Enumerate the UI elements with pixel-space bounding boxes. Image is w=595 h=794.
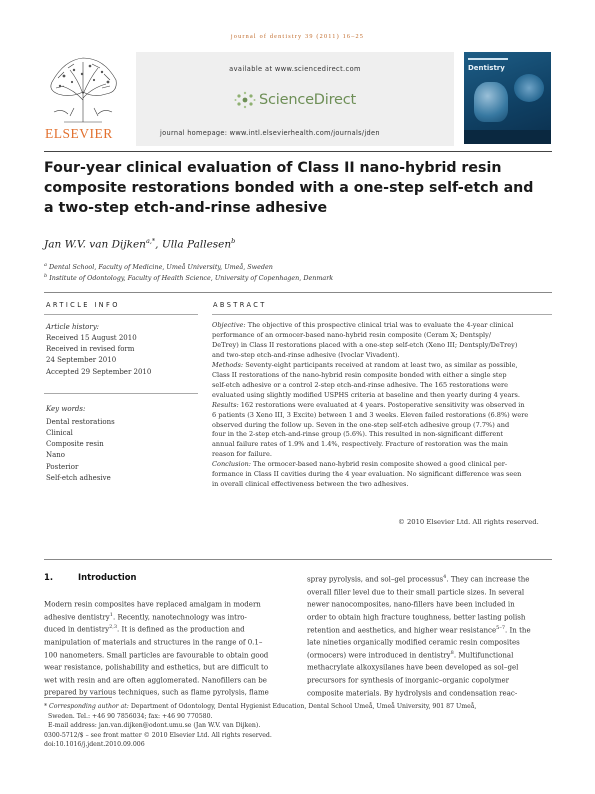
- body-line: wet with resin and are often agglomerated. Nanofillers can be: [44, 675, 267, 685]
- abstract-line: Class II restorations of the nano-hybrid resin composite bonded with either a single step: [212, 370, 507, 379]
- header-divider: [44, 151, 552, 152]
- citation-link[interactable]: 5–7: [496, 624, 506, 631]
- affiliation-mark: a: [44, 262, 47, 268]
- abstract-line: reason for failure.: [212, 450, 272, 459]
- abstract-line: and two-step etch-and-rinse adhesive (Ivoclar Vivadent).: [212, 350, 400, 359]
- citation-link[interactable]: 4: [443, 574, 447, 580]
- sciencedirect-dots-icon: [234, 90, 256, 110]
- article-info-heading: ARTICLE INFO: [46, 301, 120, 309]
- body-line: order to obtain high fracture toughness, better lasting polish: [307, 612, 526, 622]
- section-divider: [44, 292, 552, 293]
- body-line: spray pyrolysis, and sol–gel processus$^4$. They can increase the: [307, 574, 530, 584]
- abstract-rule: [212, 314, 552, 315]
- keyword: Dental restorations: [46, 418, 115, 426]
- journal-cover-image: [464, 52, 551, 144]
- abstract-line: 6 patients (3 Xeno III, 3 Excite) between 1 and 3 weeks. Eleven failed restorations (6.8%) were: [212, 410, 529, 419]
- author-name[interactable]: Ulla Pallesen: [161, 238, 232, 251]
- history-line: 24 September 2010: [46, 356, 117, 364]
- body-line: late nineties organically modified ceramic resin composites: [307, 637, 520, 647]
- citation-link[interactable]: 8: [450, 649, 454, 656]
- history-line: Received 15 August 2010: [46, 334, 137, 342]
- abstract-line: four in the 2-step etch-and-rinse group (5.6%). This resulted in non-significant different: [212, 430, 504, 439]
- keyword: Self-etch adhesive: [46, 474, 111, 482]
- body-line: overall filler level due to their small particle sizes. In several: [307, 586, 525, 596]
- abstract-copyright: © 2010 Elsevier Ltd. All rights reserved.: [398, 518, 539, 526]
- abstract-line: Results: 162 restorations were evaluated at 4 years. Postoperative sensitivity was observed in: [212, 400, 525, 409]
- keyword: Nano: [46, 451, 66, 459]
- body-line: precursors for synthesis of inorganic–organic copolymer: [307, 675, 510, 685]
- issn-line: 0300-5712/$ – see front matter © 2010 Elsevier Ltd. All rights reserved.: [44, 731, 272, 739]
- abstract-line: formance in Class II cavities during the 4 year evaluation. No significant difference was seen: [212, 470, 522, 479]
- body-line: adhesive dentistry$^1$. Recently, nanotechnology was intro-: [44, 611, 247, 621]
- history-line: Received in revised form: [46, 345, 135, 353]
- email-line[interactable]: E-mail address: jan.van.dijken@odont.umu.se (Jan W.V. van Dijken).: [48, 722, 261, 730]
- abstract-line: Methods: Seventy-eight participants received at random at least two, as similar as possible,: [212, 360, 518, 369]
- citation-link[interactable]: 2,3: [109, 624, 118, 631]
- title-line: Four-year clinical evaluation of Class II nano-hybrid resin: [44, 160, 502, 176]
- journal-citation-line: journal of dentistry 39 (2011) 16–25: [230, 33, 365, 40]
- section-title: Introduction: [78, 572, 137, 582]
- abstract-line: evaluated using slightly modified USPHS criteria at baseline and then yearly during 4 years.: [212, 390, 520, 399]
- abstract-body: [212, 321, 552, 490]
- body-line: methacrylate alkoxysilanes have been developed as sol–gel: [307, 662, 519, 672]
- author-affil-mark[interactable]: a,*: [145, 237, 156, 245]
- body-line: manipulation of materials and structures in the range of 0.1–: [44, 637, 263, 647]
- affiliation-mark: b: [44, 273, 48, 279]
- footnote-rule: [44, 697, 112, 698]
- abstract-line: in overall clinical effectiveness between the two adhesives.: [212, 480, 409, 489]
- keyword: Composite resin: [46, 440, 104, 448]
- doi-link[interactable]: doi:10.1016/j.jdent.2010.09.006: [44, 741, 145, 749]
- available-at-text[interactable]: available at www.sciencedirect.com: [229, 65, 361, 73]
- title-line: a two-step etch-and-rinse adhesive: [44, 200, 328, 216]
- affiliation-text: Dental School, Faculty of Medicine, Umeå University, Umeå, Sweden: [49, 263, 273, 272]
- body-line: duced in dentistry$^{2,3}$. It is defined as the production and: [44, 624, 245, 634]
- abstract-heading: ABSTRACT: [213, 301, 267, 309]
- keyword: Posterior: [46, 463, 79, 471]
- body-line: (ormocers) were introduced in dentistry$^8$. Multifunctional: [307, 649, 514, 660]
- body-line: wear resistance, polishability and esthetics, but are difficult to: [44, 662, 269, 672]
- abstract-line: Objective: The objective of this prospective clinical trial was to evaluate the 4-year clinical: [212, 321, 514, 329]
- author-separator: ,: [155, 238, 162, 251]
- abstract-line: self-etch adhesive or a control 2-step etch-and-rinse adhesive. The 165 restorations were: [212, 380, 508, 389]
- body-line: retention and aesthetics, and higher wear resistance$^{5-7}$. In the: [307, 624, 531, 634]
- article-info-rule: [44, 314, 198, 315]
- body-line: composite materials. By hydrolysis and condensation reac-: [307, 688, 518, 698]
- footnote-line: Sweden. Tel.: +46 90 7856034; fax: +46 90 770580.: [48, 712, 213, 720]
- footnote-text: Department of Odontology, Dental Hygienist Education, Dental School Umeå, Umeå University, 901 87 Umeå,: [128, 703, 477, 710]
- affiliation: [44, 262, 273, 271]
- article-title: [44, 158, 544, 218]
- abstract-line: observed during the follow up. Seven in the one-step self-etch adhesive group (7.7%) and: [212, 420, 510, 429]
- body-line: 100 nanometers. Small particles are favourable to obtain good: [44, 649, 269, 659]
- cover-title: Dentistry: [468, 64, 505, 72]
- journal-homepage-link[interactable]: journal homepage: www.intl.elsevierhealth.com/journals/jden: [160, 129, 380, 137]
- keywords-label: Key words:: [46, 405, 86, 413]
- footnote-line: [44, 702, 554, 712]
- body-line: prepared by various techniques, such as flame pyrolysis, flame: [44, 687, 269, 697]
- abstract-line: performance of an ormocer-based nano-hybrid resin composite (Ceram X; Dentsply/: [212, 330, 492, 339]
- affiliation: [44, 273, 333, 282]
- corresponding-author-label: * Corresponding author at:: [44, 703, 129, 710]
- elsevier-tree-logo: [44, 52, 122, 126]
- abstract-line: Conclusion: The ormocer-based nano-hybrid resin composite showed a good clinical per-: [212, 460, 508, 469]
- keywords-rule: [44, 393, 198, 394]
- sciencedirect-logo[interactable]: [234, 88, 356, 112]
- sciencedirect-label: ScienceDirect: [259, 92, 357, 108]
- elsevier-wordmark: ELSEVIER: [45, 126, 113, 141]
- section-number: 1.: [44, 572, 54, 582]
- body-column-right: [307, 572, 552, 698]
- footnotes: [44, 702, 554, 750]
- body-divider: [44, 559, 552, 560]
- author-list: [44, 237, 235, 251]
- history-line: Accepted 29 September 2010: [46, 368, 152, 376]
- section-heading-introduction: [44, 572, 136, 582]
- article-history-label: Article history:: [46, 323, 100, 331]
- title-line: composite restorations bonded with a one-step self-etch and: [44, 180, 534, 196]
- keyword: Clinical: [46, 429, 73, 437]
- abstract-line: DeTrey) in Class II restorations placed with a one-step self-etch (Xeno III; Dentsply/DeTrey): [212, 340, 518, 349]
- body-line: Modern resin composites have replaced amalgam in modern: [44, 599, 261, 609]
- body-line: newer nanocomposites, nano-fillers have been included in: [307, 599, 515, 609]
- affiliation-text: Institute of Odontology, Faculty of Health Science, University of Copenhagen, Denmark: [49, 274, 334, 283]
- citation-link[interactable]: 1: [109, 611, 113, 618]
- author-affil-mark[interactable]: b: [231, 237, 236, 245]
- author-name[interactable]: Jan W.V. van Dijken: [44, 238, 146, 251]
- abstract-line: annual failure rates of 1.9% and 1.4%, respectively. Fracture of restoration was the main: [212, 440, 508, 449]
- body-column-left: [44, 597, 286, 698]
